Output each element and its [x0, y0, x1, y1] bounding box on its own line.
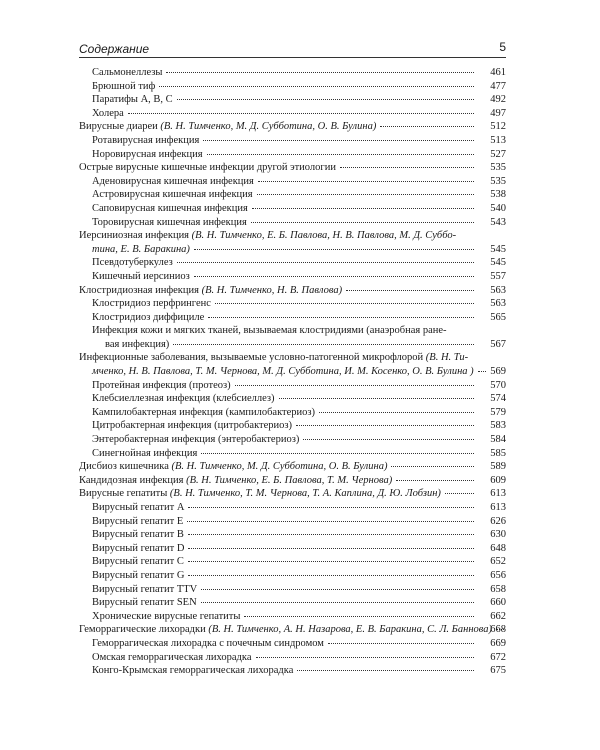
toc-entry-text — [92, 311, 204, 325]
toc-entry-text — [92, 447, 197, 461]
toc-page-number: 492 — [490, 94, 506, 106]
toc-page-number: 569 — [490, 366, 506, 378]
toc-entry-line — [92, 188, 478, 202]
toc-entry-title: Синегнойная инфекция — [92, 447, 198, 459]
toc-entry-text — [92, 542, 184, 556]
toc-page-number: 535 — [490, 175, 506, 187]
toc-page-number: 660 — [490, 597, 506, 609]
toc-entry-authors: (В. Н. Тимченко, А. Н. Назарова, Е. В. Баракина, С. Л. Баннова) — [208, 624, 493, 636]
toc-subsection-entry[interactable] — [79, 379, 506, 393]
toc-subsection-entry[interactable] — [79, 297, 506, 311]
toc-subsection-entry[interactable] — [79, 188, 506, 202]
running-header-title: Содержание — [79, 42, 150, 56]
toc-page-number: 589 — [490, 461, 506, 473]
toc-entry-title: Вирусный гепатит Е — [92, 515, 184, 527]
toc-entry-title: Норовирусная инфекция — [92, 148, 203, 160]
leader-dots — [188, 575, 474, 576]
toc-entry-title: Дисбиоз кишечника — [79, 461, 169, 473]
toc-entry-authors: (В. Н. Тимченко, М. Д. Субботина, О. В. Булина) — [160, 121, 377, 133]
toc-page-number: 585 — [490, 447, 506, 459]
leader-dots — [258, 181, 474, 182]
header-rule — [79, 57, 506, 58]
toc-entry-title: Саповирусная кишечная инфекция — [92, 202, 248, 214]
toc-entry-authors: (В. Н. Ти- — [425, 352, 469, 364]
toc-subsection-entry[interactable] — [79, 569, 506, 583]
toc-subsection-entry[interactable] — [79, 202, 506, 216]
toc-entry-continuation — [92, 338, 478, 352]
running-header — [79, 38, 506, 60]
leader-dots — [391, 466, 474, 467]
toc-subsection-entry[interactable] — [79, 542, 506, 556]
toc-subsection-entry[interactable] — [79, 406, 506, 420]
leader-dots — [478, 371, 486, 372]
toc-entry-text — [92, 66, 162, 80]
toc-page-number: 584 — [490, 434, 506, 446]
toc-entry-line — [92, 66, 478, 80]
toc-entry-title-continued: вая инфекция) — [105, 338, 170, 350]
toc-page-number: 497 — [490, 107, 506, 119]
toc-entry-line — [92, 542, 478, 556]
toc-entry-line — [92, 419, 478, 433]
toc-entry-authors: (В. Н. Тимченко, Т. М. Чернова, Т. А. Каплина, Д. Ю. Лобзин) — [169, 488, 441, 500]
toc-entry-text — [92, 515, 183, 529]
toc-entry-text — [92, 583, 197, 597]
toc-entry-text — [92, 148, 203, 162]
toc-page-number: 565 — [490, 311, 506, 323]
toc-entry-text — [92, 392, 275, 406]
toc-entry-text — [92, 406, 315, 420]
toc-subsection-entry[interactable] — [79, 583, 506, 597]
toc-entry-line — [79, 120, 478, 134]
leader-dots — [252, 208, 474, 209]
toc-entry-continuation — [79, 365, 478, 379]
toc-entry-title: Вирусный гепатит SEN — [92, 597, 197, 609]
toc-entry-title: Протейная инфекция (протеоз) — [92, 379, 231, 391]
toc-subsection-entry[interactable] — [79, 651, 506, 665]
toc-entry-text — [92, 216, 247, 230]
toc-section-entry[interactable] — [79, 120, 506, 134]
toc-entry-line — [92, 107, 478, 121]
leader-dots — [346, 290, 474, 291]
toc-entry-text — [92, 651, 252, 665]
toc-entry-title: Вирусный гепатит С — [92, 556, 184, 568]
toc-page-number: 563 — [490, 298, 506, 310]
toc-page-number: 543 — [490, 216, 506, 228]
toc-entry-text — [92, 270, 190, 284]
leader-dots — [235, 385, 474, 386]
toc-page-number: 626 — [490, 515, 506, 527]
toc-entry-line — [92, 256, 478, 270]
toc-subsection-entry[interactable] — [79, 175, 506, 189]
toc-section-entry[interactable] — [79, 161, 506, 175]
table-of-contents — [79, 66, 506, 678]
toc-entry-line — [92, 664, 478, 678]
toc-entry-title: Геморрагическая лихорадка с почечным синдромом — [92, 637, 324, 649]
toc-entry-line — [79, 161, 478, 175]
toc-subsection-entry[interactable] — [79, 324, 506, 351]
toc-entry-text — [92, 80, 155, 94]
leader-dots — [207, 154, 474, 155]
toc-entry-line — [92, 311, 478, 325]
toc-entry-title: Омская геморрагическая лихорадка — [92, 651, 252, 663]
toc-entry-title: Иерсиниозная инфекция — [79, 230, 190, 242]
toc-subsection-entry[interactable] — [79, 134, 506, 148]
leader-dots — [188, 548, 474, 549]
toc-entry-title: Острые вирусные кишечные инфекции другой этиологии — [79, 162, 336, 174]
toc-entry-text — [92, 569, 184, 583]
toc-entry-title: Вирусный гепатит В — [92, 529, 184, 541]
toc-entry-title: Инфекционные заболевания, вызываемые условно-патогенной микрофлорой — [79, 352, 424, 364]
leader-dots — [297, 670, 474, 671]
leader-dots — [257, 194, 474, 195]
toc-entry-text — [92, 528, 184, 542]
leader-dots — [208, 317, 474, 318]
toc-page-number: 648 — [490, 542, 506, 554]
toc-page-number: 656 — [490, 569, 506, 581]
toc-entry-text — [92, 202, 248, 216]
toc-entry-text — [79, 623, 492, 637]
toc-entry-title: Паратифы А, В, С — [92, 94, 173, 106]
toc-page-number: 672 — [490, 651, 506, 663]
leader-dots — [279, 398, 474, 399]
toc-entry-title: Вирусный гепатит G — [92, 569, 185, 581]
toc-entry-title: Астровирусная кишечная инфекция — [92, 189, 253, 201]
leader-dots — [201, 589, 474, 590]
leader-dots — [396, 480, 474, 481]
toc-page-number: 545 — [490, 257, 506, 269]
toc-subsection-entry[interactable] — [79, 555, 506, 569]
leader-dots — [188, 561, 474, 562]
toc-entry-line — [79, 623, 493, 637]
leader-dots — [215, 303, 474, 304]
toc-entry-line — [92, 447, 478, 461]
toc-entry-text — [92, 433, 299, 447]
toc-subsection-entry[interactable] — [79, 610, 506, 624]
toc-page-number: 668 — [490, 624, 506, 636]
toc-entry-line — [79, 460, 478, 474]
leader-dots — [201, 602, 474, 603]
toc-entry-line — [92, 569, 478, 583]
toc-entry-title: Аденовирусная кишечная инфекция — [92, 175, 254, 187]
toc-entry-authors: (В. Н. Тимченко, М. Д. Субботина, О. В. Булина) — [171, 461, 388, 473]
toc-page-number: 609 — [490, 474, 506, 486]
toc-entry-line — [92, 583, 478, 597]
toc-page-number: 461 — [490, 67, 506, 78]
leader-dots — [303, 439, 474, 440]
toc-entry-title: Клостридиоз диффициле — [92, 311, 205, 323]
toc-entry-text — [92, 596, 197, 610]
toc-entry-line — [92, 610, 478, 624]
toc-entry-text — [92, 555, 184, 569]
toc-entry-line — [79, 487, 478, 501]
toc-entry-line — [92, 433, 478, 447]
toc-page-number: 613 — [490, 488, 506, 500]
toc-entry-line — [92, 134, 478, 148]
leader-dots — [177, 99, 474, 100]
toc-entry-line — [92, 406, 478, 420]
toc-subsection-entry[interactable] — [79, 270, 506, 284]
toc-entry-title-continued: мченко, Н. В. Павлова, Т. М. Чернова, М. Д. Субботина, И. М. Косенко, О. В. Булина ) — [92, 366, 474, 378]
toc-entry-title: Конго-Крымская геморрагическая лихорадка — [92, 665, 294, 677]
toc-entry-text — [79, 460, 387, 474]
toc-entry-line — [79, 229, 478, 243]
toc-page-number: 538 — [490, 189, 506, 201]
leader-dots — [177, 262, 474, 263]
toc-section-entry[interactable] — [79, 487, 506, 501]
toc-entry-text — [92, 134, 199, 148]
toc-subsection-entry[interactable] — [79, 501, 506, 515]
toc-entry-text — [92, 256, 173, 270]
toc-entry-line — [92, 379, 478, 393]
leader-dots — [201, 453, 474, 454]
toc-page-number: 570 — [490, 379, 506, 391]
toc-subsection-entry[interactable] — [79, 447, 506, 461]
toc-entry-text — [92, 297, 211, 311]
leader-dots — [251, 222, 474, 223]
toc-subsection-entry[interactable] — [79, 256, 506, 270]
toc-page-number: 512 — [490, 121, 506, 133]
toc-entry-text — [92, 107, 124, 121]
leader-dots — [380, 126, 474, 127]
toc-entry-line — [92, 637, 478, 651]
toc-entry-line — [79, 474, 478, 488]
toc-entry-title: Цитробактерная инфекция (цитробактериоз) — [92, 420, 293, 432]
toc-page-number: 630 — [490, 529, 506, 541]
toc-subsection-entry[interactable] — [79, 148, 506, 162]
toc-entry-text — [92, 93, 173, 107]
toc-subsection-entry[interactable] — [79, 392, 506, 406]
toc-entry-line — [92, 202, 478, 216]
toc-entry-title: Холера — [92, 107, 124, 119]
toc-entry-title: Ротавирусная инфекция — [92, 134, 200, 146]
toc-entry-title: Клебсиеллезная инфекция (клебсиеллез) — [92, 393, 275, 405]
leader-dots — [194, 276, 474, 277]
toc-page-number: 658 — [490, 583, 506, 595]
leader-dots — [328, 643, 474, 644]
leader-dots — [128, 113, 474, 114]
toc-entry-text — [79, 284, 342, 298]
toc-entry-text — [92, 637, 324, 651]
page-number: 5 — [499, 40, 506, 54]
toc-page-number: 513 — [490, 134, 506, 146]
toc-entry-continuation — [79, 243, 478, 257]
toc-page-number: 574 — [490, 393, 506, 405]
toc-entry-title: Кандидозная инфекция — [79, 474, 184, 486]
leader-dots — [256, 657, 475, 658]
toc-entry-text — [79, 487, 441, 501]
toc-entry-text — [92, 188, 253, 202]
toc-entry-line — [92, 324, 478, 338]
toc-subsection-entry[interactable] — [79, 637, 506, 651]
leader-dots — [188, 534, 474, 535]
toc-page-number: 557 — [490, 270, 506, 282]
leader-dots — [173, 344, 474, 345]
toc-subsection-entry[interactable] — [79, 311, 506, 325]
toc-subsection-entry[interactable] — [79, 93, 506, 107]
toc-entry-title: Инфекция кожи и мягких тканей, вызываемая клостридиями (анаэробная ране- — [92, 325, 447, 337]
toc-entry-text — [92, 610, 240, 624]
leader-dots — [203, 140, 474, 141]
toc-subsection-entry[interactable] — [79, 66, 506, 80]
leader-dots — [194, 249, 474, 250]
toc-page-number: 535 — [490, 162, 506, 174]
toc-entry-title: Вирусный гепатит А — [92, 502, 185, 513]
toc-entry-title: Торовирусная кишечная инфекция — [92, 216, 247, 228]
toc-subsection-entry[interactable] — [79, 107, 506, 121]
toc-page-number: 669 — [490, 637, 506, 649]
toc-section-entry[interactable] — [79, 229, 506, 256]
toc-entry-title: Геморрагические лихорадки — [79, 624, 206, 636]
toc-entry-title: Сальмонеллезы — [92, 67, 163, 78]
toc-entry-text — [92, 664, 293, 678]
leader-dots — [296, 425, 474, 426]
toc-entry-title-continued: тина, Е. В. Баракина) — [92, 243, 190, 255]
toc-entry-line — [92, 80, 478, 94]
toc-subsection-entry[interactable] — [79, 433, 506, 447]
toc-entry-text — [92, 419, 292, 433]
toc-entry-line — [92, 501, 478, 515]
toc-subsection-entry[interactable] — [79, 216, 506, 230]
toc-entry-title: Вирусные гепатиты — [79, 488, 168, 500]
toc-section-entry[interactable] — [79, 474, 506, 488]
toc-entry-title: Псевдотуберкулез — [92, 257, 173, 269]
toc-page-number: 563 — [490, 284, 506, 296]
toc-entry-title: Вирусный гепатит D — [92, 542, 185, 554]
toc-entry-title: Кишечный иерсиниоз — [92, 270, 190, 282]
toc-entry-authors: (В. Н. Тимченко, Е. Б. Павлова, Н. В. Павлова, М. Д. Суббо- — [191, 230, 457, 242]
toc-entry-line — [79, 351, 478, 365]
toc-entry-text — [79, 474, 392, 488]
toc-page-number: 613 — [490, 502, 506, 513]
leader-dots — [319, 412, 474, 413]
toc-entry-title: Энтеробактерная инфекция (энтеробактериоз) — [92, 434, 300, 446]
toc-entry-line — [92, 392, 478, 406]
toc-page-number: 675 — [490, 665, 506, 677]
toc-entry-line — [92, 528, 478, 542]
toc-section-entry[interactable] — [79, 460, 506, 474]
leader-dots — [159, 86, 474, 87]
toc-entry-line — [92, 216, 478, 230]
toc-entry-text — [92, 175, 254, 189]
toc-entry-line — [92, 175, 478, 189]
toc-subsection-entry[interactable] — [79, 419, 506, 433]
toc-page-number: 477 — [490, 80, 506, 92]
toc-subsection-entry[interactable] — [79, 80, 506, 94]
toc-entry-line — [92, 596, 478, 610]
toc-entry-authors: (В. Н. Тимченко, Н. В. Павлова) — [201, 284, 343, 296]
toc-subsection-entry[interactable] — [79, 596, 506, 610]
toc-entry-line — [92, 270, 478, 284]
toc-entry-text — [92, 379, 231, 393]
leader-dots — [340, 167, 474, 168]
toc-entry-title: Хронические вирусные гепатиты — [92, 610, 241, 622]
toc-page-number: 579 — [490, 406, 506, 418]
toc-page-number: 652 — [490, 556, 506, 568]
toc-entry-title: Клостридиоз перфрингенс — [92, 298, 211, 310]
toc-page-number: 545 — [490, 243, 506, 255]
toc-section-entry[interactable] — [79, 623, 506, 637]
toc-page-number: 583 — [490, 420, 506, 432]
toc-entry-line — [92, 148, 478, 162]
toc-entry-authors: (В. Н. Тимченко, Е. Б. Павлова, Т. М. Чернова) — [186, 474, 393, 486]
leader-dots — [244, 616, 474, 617]
toc-subsection-entry[interactable] — [79, 515, 506, 529]
toc-entry-title: Кампилобактерная инфекция (кампилобактериоз) — [92, 406, 316, 418]
toc-entry-line — [79, 284, 478, 298]
toc-entry-title: Вирусные диареи — [79, 121, 158, 133]
toc-entry-line — [92, 297, 478, 311]
toc-entry-line — [92, 555, 478, 569]
toc-entry-text — [79, 120, 376, 134]
toc-page-number: 662 — [490, 610, 506, 622]
toc-page-number: 567 — [490, 338, 506, 350]
toc-page-number: 527 — [490, 148, 506, 160]
toc-entry-title: Вирусный гепатит TTV — [92, 583, 198, 595]
toc-entry-text — [79, 161, 336, 175]
toc-subsection-entry[interactable] — [79, 664, 506, 678]
leader-dots — [166, 72, 474, 73]
toc-entry-text — [92, 501, 184, 515]
toc-entry-title: Брюшной тиф — [92, 80, 156, 92]
leader-dots — [445, 493, 474, 494]
leader-dots — [188, 507, 474, 508]
toc-page-number: 540 — [490, 202, 506, 214]
toc-section-entry[interactable] — [79, 351, 506, 378]
toc-entry-line — [92, 515, 478, 529]
toc-entry-line — [92, 651, 478, 665]
leader-dots — [187, 521, 474, 522]
toc-section-entry[interactable] — [79, 284, 506, 298]
toc-entry-title: Клостридиозная инфекция — [79, 284, 199, 296]
toc-subsection-entry[interactable] — [79, 528, 506, 542]
toc-entry-line — [92, 93, 478, 107]
